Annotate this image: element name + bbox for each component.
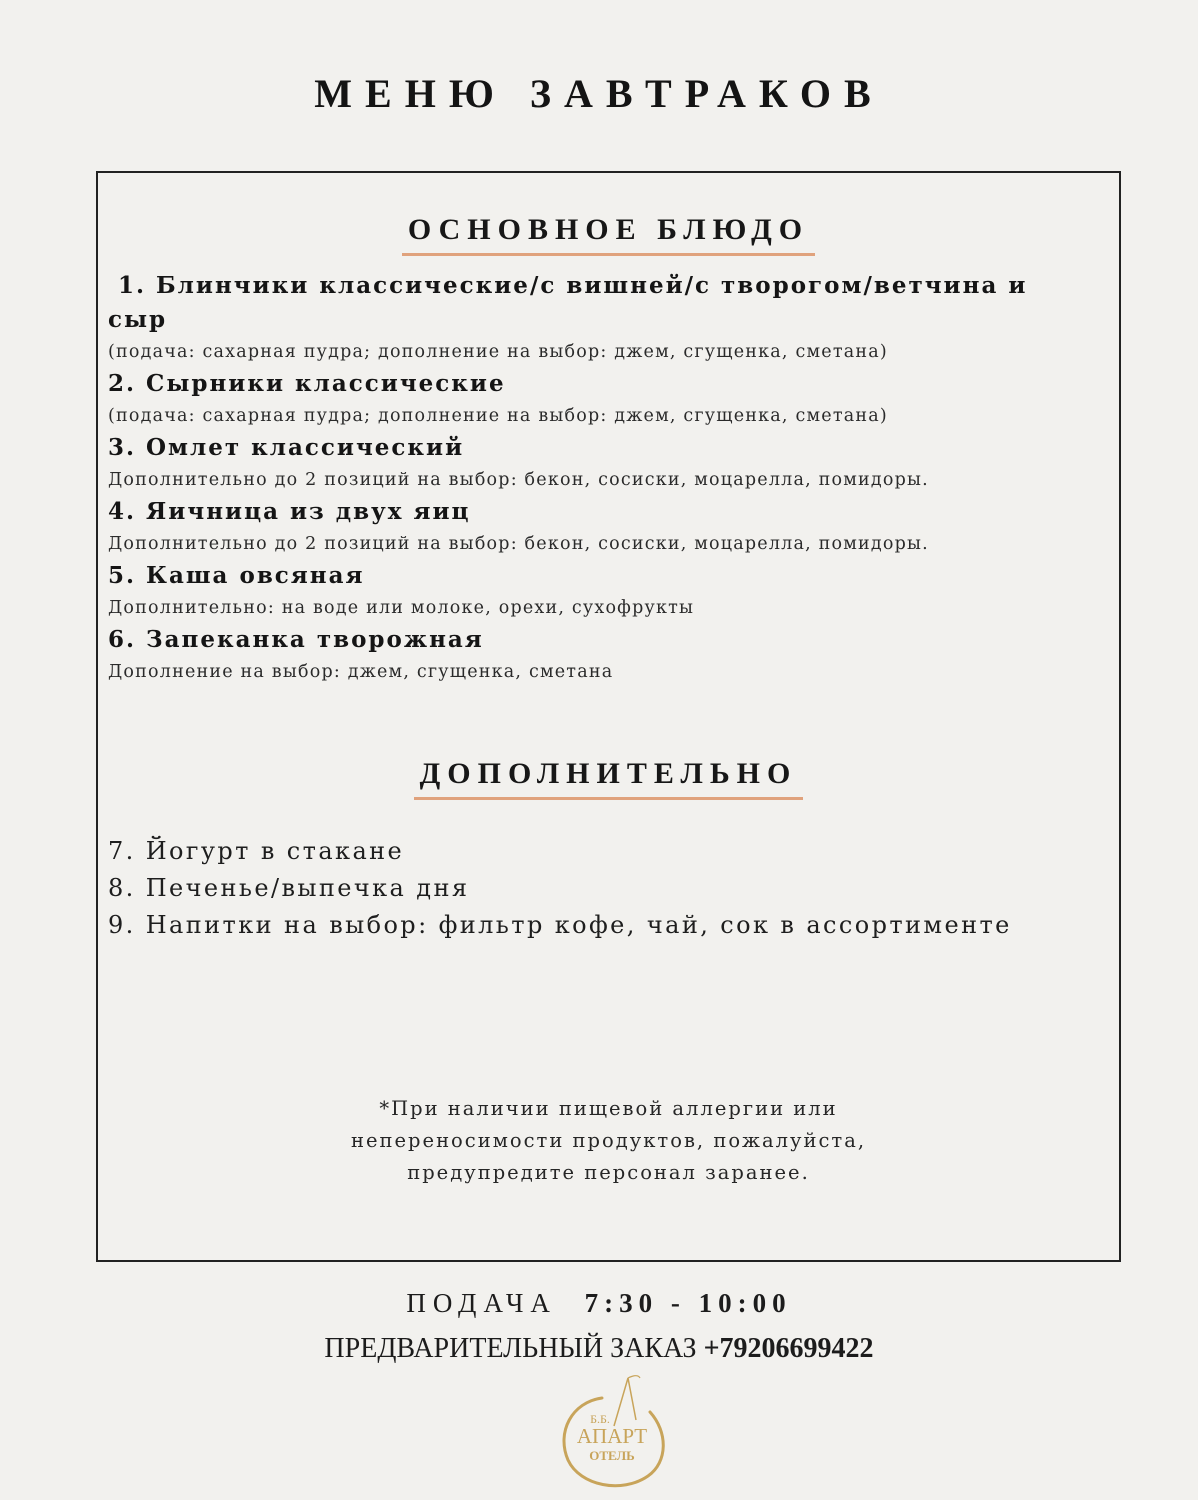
- list-item: [108, 559, 1113, 623]
- extra-list: [108, 833, 1113, 944]
- menu-frame: [96, 171, 1121, 1262]
- serving-time: 7:30 - 10:00: [584, 1288, 792, 1318]
- allergy-note-line: *При наличии пищевой аллергии или: [379, 1097, 838, 1120]
- main-dish-list: [108, 269, 1113, 687]
- preorder-label: ПРЕДВАРИТЕЛЬНЫЙ ЗАКАЗ: [324, 1333, 697, 1364]
- item-title: 4. Яичница из двух яиц: [108, 498, 471, 525]
- preorder-phone: +79206699422: [703, 1333, 874, 1364]
- item-title: 1. Блинчики классические/с вишней/с творогом/ветчина и: [118, 272, 1028, 299]
- logo-line: ОТЕЛЬ: [589, 1448, 635, 1463]
- list-item: [108, 495, 1113, 559]
- allergy-note: [98, 1093, 1119, 1189]
- list-item: [108, 269, 1113, 367]
- list-item: [108, 431, 1113, 495]
- item-description: Дополнительно до 2 позиций на выбор: бекон, сосиски, моцарелла, помидоры.: [108, 470, 929, 490]
- item-title: 5. Каша овсяная: [108, 562, 365, 589]
- serving-label: ПОДАЧА: [406, 1288, 557, 1318]
- logo-line: АПАРТ: [576, 1424, 648, 1448]
- item-description: (подача: сахарная пудра; дополнение на выбор: джем, сгущенка, сметана): [108, 406, 888, 426]
- list-item: 8. Печенье/выпечка дня: [108, 874, 470, 902]
- item-title: 3. Омлет классический: [108, 434, 465, 461]
- main-section-heading: [98, 213, 1119, 256]
- extra-section-heading: [98, 757, 1119, 800]
- extra-section-heading-text: ДОПОЛНИТЕЛЬНО: [414, 757, 804, 800]
- item-title-continuation: сыр: [108, 306, 168, 333]
- serving-hours: [0, 1288, 1198, 1319]
- allergy-note-line: непереносимости продуктов, пожалуйста,: [350, 1129, 867, 1152]
- main-section-heading-text: ОСНОВНОЕ БЛЮДО: [402, 213, 815, 256]
- list-item: 9. Напитки на выбор: фильтр кофе, чай, сок в ассортименте: [108, 911, 1012, 939]
- item-description: Дополнение на выбор: джем, сгущенка, сметана: [108, 662, 614, 682]
- preorder-line: [0, 1333, 1198, 1365]
- allergy-note-line: предупредите персонал заранее.: [407, 1161, 810, 1184]
- list-item: [108, 367, 1113, 431]
- list-item: [108, 623, 1113, 687]
- logo-line: Б.Б.: [590, 1412, 610, 1426]
- item-description: Дополнительно до 2 позиций на выбор: бекон, сосиски, моцарелла, помидоры.: [108, 534, 929, 554]
- page-title: МЕНЮ ЗАВТРАКОВ: [314, 71, 884, 116]
- item-description: (подача: сахарная пудра; дополнение на выбор: джем, сгущенка, сметана): [108, 342, 888, 362]
- hotel-logo: [552, 1372, 672, 1494]
- item-title: 6. Запеканка творожная: [108, 626, 484, 653]
- item-title: 2. Сырники классические: [108, 370, 506, 397]
- list-item: 7. Йогурт в стакане: [108, 837, 405, 865]
- item-description: Дополнительно: на воде или молоке, орехи, сухофрукты: [108, 598, 695, 618]
